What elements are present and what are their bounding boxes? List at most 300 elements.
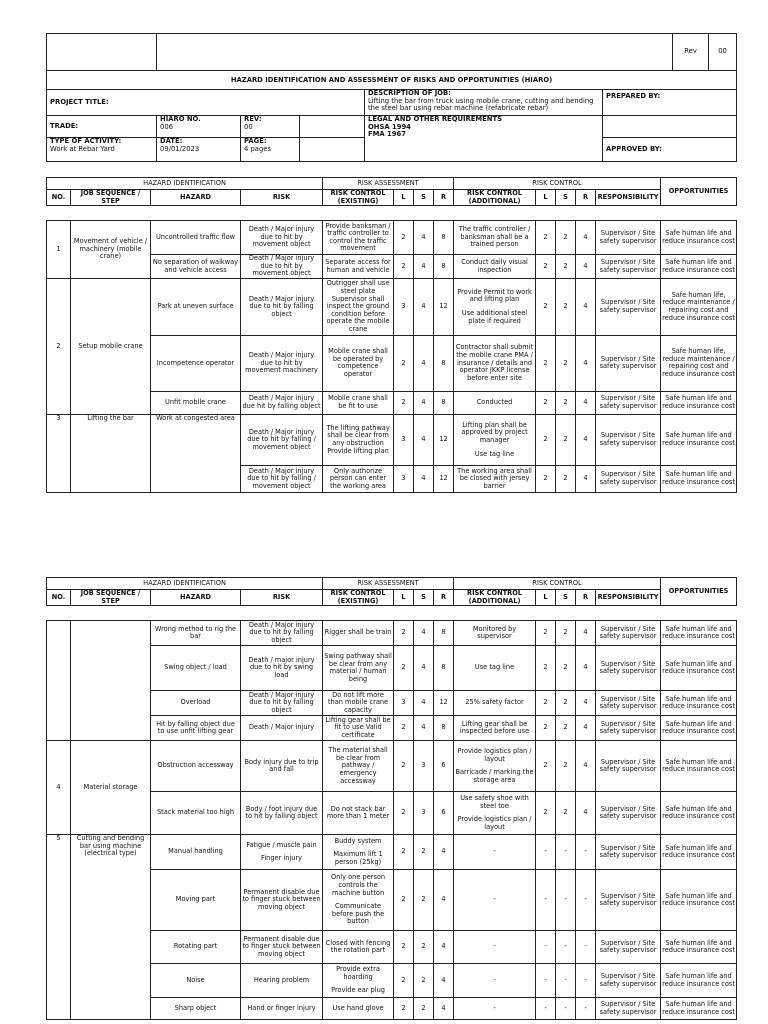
table-row — [47, 278, 737, 335]
table-row — [47, 835, 737, 870]
risk-rating-header: R — [434, 190, 454, 206]
risk-cell: Death / Major injury due to hit by falling object — [241, 621, 323, 646]
no-header: NO. — [47, 190, 71, 206]
opportunity-cell: Safe human life and reduce insurance cost — [661, 835, 737, 870]
existing-control-header: RISK CONTROL (EXISTING) — [323, 590, 394, 606]
additional-control-header: RISK CONTROL (ADDITIONAL) — [454, 190, 536, 206]
severity-cell: 2 — [556, 278, 576, 335]
existing-control-cell: Only one person controls the machine button Communicate before push the button — [323, 870, 394, 931]
severity-cell: 4 — [414, 691, 434, 716]
risk-rating-cell: 6 — [434, 741, 454, 792]
risk-rating-cell: 4 — [576, 465, 596, 492]
additional-control-cell: Lifting plan shall be approved by project manager Use tag line — [454, 414, 536, 465]
risk-rating-cell: 8 — [434, 716, 454, 741]
opportunity-cell: Safe human life and reduce insurance cost — [661, 621, 737, 646]
severity-cell: 2 — [414, 998, 434, 1020]
likelihood-cell: 2 — [536, 278, 556, 335]
opportunities-header: OPPORTUNITIES — [661, 578, 737, 606]
spacer-cell — [434, 606, 454, 621]
existing-control-cell: Only authorize person can enter the working area — [323, 465, 394, 492]
severity-cell: 2 — [556, 792, 576, 835]
severity-cell: 2 — [556, 335, 576, 391]
risk-cell: Hand or finger injury — [241, 998, 323, 1020]
job-sequence-header: JOB SEQUENCE / STEP — [71, 190, 151, 206]
legal-item: FMA 1967 — [368, 130, 406, 139]
table-row — [47, 716, 737, 741]
job-sequence-step: Material storage — [71, 741, 151, 835]
additional-control-header: RISK CONTROL (ADDITIONAL) — [454, 590, 536, 606]
opportunity-cell: Safe human life and reduce insurance cost — [661, 221, 737, 255]
responsibility-cell: Supervisor / Site safety supervisor — [596, 221, 661, 255]
likelihood-cell: 2 — [394, 931, 414, 964]
risk-header: RISK — [241, 590, 323, 606]
severity-cell: 2 — [556, 621, 576, 646]
spacer-cell — [394, 206, 414, 221]
likelihood-cell: 2 — [536, 391, 556, 414]
job-sequence-step — [71, 621, 151, 741]
additional-control-cell: Contractor shall submit the mobile crane PMA / insurance / details and operator JKKP license before enter site — [454, 335, 536, 391]
table-row — [47, 691, 737, 716]
existing-control-cell: Provide extra hoarding Provide ear plug — [323, 964, 394, 998]
table-row — [47, 964, 737, 998]
existing-control-cell: Separate access for human and vehicle — [323, 255, 394, 279]
additional-control-cell: - — [454, 998, 536, 1020]
spacer-cell — [323, 606, 394, 621]
legal-requirements — [365, 116, 603, 162]
risk-rating-cell: 4 — [576, 335, 596, 391]
spacer-cell — [414, 206, 434, 221]
job-sequence-step: Movement of vehicle / machinery (mobile crane) — [71, 221, 151, 279]
hazard-cell: Uncontrolled traffic flow — [151, 221, 241, 255]
spacer-cell — [47, 206, 71, 221]
table-row — [47, 646, 737, 691]
risk-rating-cell: - — [576, 931, 596, 964]
spacer-cell — [536, 206, 556, 221]
risk-rating-cell: 12 — [434, 278, 454, 335]
severity-cell: 2 — [556, 741, 576, 792]
risk-cell: Body / foot injury due to hit by falling object — [241, 792, 323, 835]
risk-rating-cell: - — [576, 998, 596, 1020]
likelihood-cell: 2 — [394, 964, 414, 998]
opportunity-cell: Safe human life and reduce insurance cost — [661, 716, 737, 741]
opportunity-cell: Safe human life and reduce insurance cost — [661, 414, 737, 465]
likelihood-cell: 2 — [536, 414, 556, 465]
risk-cell: Death / Major injury due to hit by falling / movement object — [241, 414, 323, 465]
responsibility-cell: Supervisor / Site safety supervisor — [596, 870, 661, 931]
opportunity-cell: Safe human life and reduce insurance cost — [661, 646, 737, 691]
hazard-cell: Unfit mobile crane — [151, 391, 241, 414]
logo-cell — [47, 34, 157, 71]
table-row — [47, 391, 737, 414]
existing-control-cell: Do not lift more than mobile crane capacity — [323, 691, 394, 716]
risk-rating-cell: 8 — [434, 391, 454, 414]
risk-rating-cell: 12 — [434, 691, 454, 716]
opportunity-cell: Safe human life and reduce insurance cost — [661, 998, 737, 1020]
likelihood-cell: 2 — [536, 716, 556, 741]
table-row — [47, 621, 737, 646]
risk-cell: Death / Major injury due to hit by movement machinery — [241, 335, 323, 391]
severity-cell: 2 — [414, 870, 434, 931]
spacer-cell — [556, 206, 576, 221]
likelihood-cell: 3 — [394, 414, 414, 465]
responsibility-cell: Supervisor / Site safety supervisor — [596, 646, 661, 691]
existing-control-cell: The lifting pathway shall be clear from any obstruction Provide lifting plan — [323, 414, 394, 465]
responsibility-cell: Supervisor / Site safety supervisor — [596, 621, 661, 646]
likelihood-cell: 2 — [394, 335, 414, 391]
hazard-cell: Moving part — [151, 870, 241, 931]
responsibility-cell: Supervisor / Site safety supervisor — [596, 835, 661, 870]
page-value: 4 pages — [244, 144, 272, 153]
date-field — [157, 138, 241, 162]
severity-cell: 4 — [414, 414, 434, 465]
hazard-cell: Obstruction accessway — [151, 741, 241, 792]
additional-control-cell: The working area shall be closed with jersey barrier — [454, 465, 536, 492]
severity-header: S — [414, 590, 434, 606]
spacer-cell — [71, 206, 151, 221]
risk-cell: Permanent disable due to finger stuck between moving object — [241, 870, 323, 931]
hazard-identification-header: HAZARD IDENTIFICATION — [47, 578, 323, 590]
opportunity-cell: Safe human life and reduce insurance cost — [661, 255, 737, 279]
hazard-cell: Manual handling — [151, 835, 241, 870]
additional-control-cell: Monitored by supervisor — [454, 621, 536, 646]
blank-cell — [300, 116, 365, 138]
hazard-cell: Noise — [151, 964, 241, 998]
severity-cell: - — [556, 964, 576, 998]
spacer-cell — [151, 606, 241, 621]
likelihood-cell: - — [536, 998, 556, 1020]
project-title-label: PROJECT TITLE: — [47, 90, 365, 116]
rev2-label: REV: — [244, 115, 262, 123]
table-row — [47, 931, 737, 964]
likelihood-cell: 2 — [536, 792, 556, 835]
existing-control-cell: Buddy system Maximum lift 1 person (25kg) — [323, 835, 394, 870]
spacer-cell — [394, 606, 414, 621]
risk-rating-cell: 12 — [434, 465, 454, 492]
severity-cell: 4 — [414, 335, 434, 391]
severity-cell: 3 — [414, 741, 434, 792]
approved-by-label: APPROVED BY: — [603, 138, 737, 162]
rev-label: Rev — [673, 34, 709, 71]
responsibility-cell: Supervisor / Site safety supervisor — [596, 691, 661, 716]
likelihood-cell: 2 — [394, 792, 414, 835]
risk-rating-cell: 4 — [576, 414, 596, 465]
hiaro-no — [157, 116, 241, 138]
responsibility-cell: Supervisor / Site safety supervisor — [596, 792, 661, 835]
risk-rating-cell: 4 — [434, 931, 454, 964]
existing-control-cell: Closed with fencing the rotation part — [323, 931, 394, 964]
blank-cell — [300, 138, 365, 162]
likelihood-cell: 2 — [536, 465, 556, 492]
risk-control-header: RISK CONTROL — [454, 578, 661, 590]
responsibility-cell: Supervisor / Site safety supervisor — [596, 335, 661, 391]
likelihood-cell: 2 — [394, 646, 414, 691]
opportunities-header: OPPORTUNITIES — [661, 178, 737, 206]
severity-header: S — [556, 190, 576, 206]
activity-value: Work at Rebar Yard — [50, 144, 115, 153]
trade-label: TRADE: — [47, 116, 157, 138]
table-row — [47, 414, 737, 465]
severity-cell: 2 — [556, 465, 576, 492]
hazard-cell: Park at uneven surface — [151, 278, 241, 335]
risk-rating-cell: - — [576, 835, 596, 870]
risk-rating-cell: 12 — [434, 414, 454, 465]
likelihood-cell: 2 — [536, 335, 556, 391]
risk-rating-cell: 4 — [434, 998, 454, 1020]
opportunity-cell: Safe human life and reduce insurance cost — [661, 391, 737, 414]
document-title: HAZARD IDENTIFICATION AND ASSESSMENT OF RISKS AND OPPORTUNITIES (HIARO) — [47, 71, 737, 90]
risk-rating-cell: 4 — [576, 716, 596, 741]
likelihood-cell: - — [536, 835, 556, 870]
opportunity-cell: Safe human life and reduce insurance cost — [661, 691, 737, 716]
likelihood-cell: 2 — [394, 835, 414, 870]
severity-header: S — [414, 190, 434, 206]
job-sequence-header: JOB SEQUENCE / STEP — [71, 590, 151, 606]
risk-rating-cell: - — [576, 964, 596, 998]
hazard-header: HAZARD — [151, 190, 241, 206]
severity-cell: 2 — [556, 646, 576, 691]
table-row — [47, 221, 737, 255]
severity-cell: 4 — [414, 465, 434, 492]
opportunity-cell: Safe human life, reduce maintenance / repairing cost and reduce insurance cost — [661, 278, 737, 335]
risk-table-page-2 — [46, 577, 737, 1020]
step-number: 5 — [47, 835, 71, 1020]
prepared-by-label: PREPARED BY: — [603, 90, 737, 116]
spacer-cell — [434, 206, 454, 221]
risk-rating-cell: - — [576, 870, 596, 931]
date-value: 09/01/2023 — [160, 144, 200, 153]
risk-rating-header: R — [576, 190, 596, 206]
additional-control-cell: Use tag line — [454, 646, 536, 691]
rev-value: 00 — [709, 34, 737, 71]
risk-rating-header: R — [576, 590, 596, 606]
likelihood-cell: 2 — [536, 255, 556, 279]
spacer-cell — [576, 606, 596, 621]
severity-cell: 4 — [414, 716, 434, 741]
rev2-value: 00 — [244, 122, 253, 131]
additional-control-cell: The traffic controller / banksman shall be a trained person — [454, 221, 536, 255]
spacer-cell — [556, 606, 576, 621]
hazard-cell: Stack material too high — [151, 792, 241, 835]
risk-cell: Death / Major injury due to hit by falling object — [241, 278, 323, 335]
likelihood-header: L — [394, 190, 414, 206]
additional-control-cell: Conducted — [454, 391, 536, 414]
likelihood-cell: 3 — [394, 465, 414, 492]
opportunity-cell: Safe human life and reduce insurance cost — [661, 741, 737, 792]
risk-assessment-header: RISK ASSESSMENT — [323, 578, 454, 590]
likelihood-cell: 2 — [536, 221, 556, 255]
risk-rating-cell: 8 — [434, 255, 454, 279]
existing-control-cell: Outrigger shall use steel plate Supervisor shall inspect the ground condition before operate the mobile crane — [323, 278, 394, 335]
responsibility-cell: Supervisor / Site safety supervisor — [596, 465, 661, 492]
spacer-cell — [241, 206, 323, 221]
activity-label: TYPE OF ACTIVITY: — [50, 137, 122, 145]
risk-cell: Death / Major injury due to hit by movement object — [241, 255, 323, 279]
risk-rating-header: R — [434, 590, 454, 606]
existing-control-cell: Swing pathway shall be clear from any material / human being — [323, 646, 394, 691]
existing-control-header: RISK CONTROL (EXISTING) — [323, 190, 394, 206]
risk-assessment-header: RISK ASSESSMENT — [323, 178, 454, 190]
risk-header: RISK — [241, 190, 323, 206]
severity-cell: - — [556, 870, 576, 931]
risk-rating-cell: 4 — [576, 646, 596, 691]
table-row — [47, 741, 737, 792]
hazard-header: HAZARD — [151, 590, 241, 606]
table-row — [47, 792, 737, 835]
document-header — [46, 33, 737, 162]
hazard-cell: Wrong method to rig the bar — [151, 621, 241, 646]
risk-cell: Fatigue / muscle pain Finger injury — [241, 835, 323, 870]
hazard-cell: Hit by falling object due to use unfit lifting gear — [151, 716, 241, 741]
severity-cell: 4 — [414, 646, 434, 691]
risk-rating-cell: 8 — [434, 335, 454, 391]
existing-control-cell: Lifting gear shall be fit to use Valid certificate — [323, 716, 394, 741]
table-row — [47, 335, 737, 391]
rev-field — [241, 116, 300, 138]
additional-control-cell: - — [454, 931, 536, 964]
risk-control-header: RISK CONTROL — [454, 178, 661, 190]
likelihood-cell: 2 — [394, 741, 414, 792]
existing-control-cell: Use hand glove — [323, 998, 394, 1020]
hazard-cell: Swing object / load — [151, 646, 241, 691]
risk-cell: Death / Major injury — [241, 716, 323, 741]
job-sequence-step: Setup mobile crane — [71, 278, 151, 414]
severity-cell: 2 — [414, 931, 434, 964]
additional-control-cell: - — [454, 964, 536, 998]
risk-cell: Death / Major injury due to hit by movement object — [241, 221, 323, 255]
severity-cell: 4 — [414, 255, 434, 279]
severity-cell: 4 — [414, 391, 434, 414]
likelihood-header: L — [536, 590, 556, 606]
severity-cell: - — [556, 931, 576, 964]
likelihood-cell: 2 — [394, 221, 414, 255]
severity-header: S — [556, 590, 576, 606]
risk-rating-cell: 4 — [576, 255, 596, 279]
spacer-cell — [661, 206, 737, 221]
table-row — [47, 870, 737, 931]
severity-cell: 2 — [556, 716, 576, 741]
date-label: DATE: — [160, 137, 183, 145]
responsibility-cell: Supervisor / Site safety supervisor — [596, 716, 661, 741]
legal-item: OHSA 1994 — [368, 122, 411, 131]
likelihood-cell: 2 — [536, 621, 556, 646]
page-field — [241, 138, 300, 162]
risk-rating-cell: 4 — [576, 741, 596, 792]
spacer-cell — [454, 206, 536, 221]
severity-cell: 2 — [414, 964, 434, 998]
opportunity-cell: Safe human life and reduce insurance cost — [661, 465, 737, 492]
severity-cell: 4 — [414, 221, 434, 255]
responsibility-cell: Supervisor / Site safety supervisor — [596, 998, 661, 1020]
spacer-cell — [71, 606, 151, 621]
risk-rating-cell: 6 — [434, 792, 454, 835]
severity-cell: 4 — [414, 278, 434, 335]
spacer-cell — [576, 206, 596, 221]
additional-control-cell: - — [454, 870, 536, 931]
desc-value: Lifting the bar from truck using mobile crane, cutting and bending the steel bar using rebar machine (refabricate rebar) — [368, 96, 594, 113]
step-number: 4 — [47, 741, 71, 835]
spacer-cell — [596, 206, 661, 221]
severity-cell: - — [556, 835, 576, 870]
likelihood-cell: - — [536, 870, 556, 931]
likelihood-cell: 2 — [536, 741, 556, 792]
existing-control-cell: Do not stack bar more than 1 meter — [323, 792, 394, 835]
risk-cell: Death / major injury due to hit by swing load — [241, 646, 323, 691]
opportunity-cell: Safe human life and reduce insurance cost — [661, 931, 737, 964]
prepared-by-space — [603, 116, 737, 138]
spacer-cell — [596, 606, 661, 621]
risk-cell: Permanent disable due to finger stuck between moving object — [241, 931, 323, 964]
severity-cell: 2 — [556, 221, 576, 255]
likelihood-cell: 2 — [394, 870, 414, 931]
hiaro-no-label: HIARO NO. — [160, 115, 201, 123]
existing-control-cell: Mobile crane shall be fit to use — [323, 391, 394, 414]
risk-rating-cell: 4 — [576, 278, 596, 335]
opportunity-cell: Safe human life, reduce maintenance / repairing cost and reduce insurance cost — [661, 335, 737, 391]
risk-rating-cell: 4 — [576, 691, 596, 716]
hiaro-no-value: 006 — [160, 122, 173, 131]
risk-cell: Death / Major injury due to hit by falling object — [241, 691, 323, 716]
additional-control-cell: Lifting gear shall be inspected before use — [454, 716, 536, 741]
responsibility-cell: Supervisor / Site safety supervisor — [596, 931, 661, 964]
hazard-cell: Rotating part — [151, 931, 241, 964]
additional-control-cell: 25% safety factor — [454, 691, 536, 716]
likelihood-header: L — [394, 590, 414, 606]
legal-label: LEGAL AND OTHER REQUIREMENTS — [368, 115, 503, 123]
table-row — [47, 255, 737, 279]
hazard-identification-header: HAZARD IDENTIFICATION — [47, 178, 323, 190]
likelihood-cell: 2 — [394, 621, 414, 646]
likelihood-cell: 2 — [536, 691, 556, 716]
responsibility-cell: Supervisor / Site safety supervisor — [596, 741, 661, 792]
spacer-cell — [47, 606, 71, 621]
risk-rating-cell: 4 — [434, 835, 454, 870]
risk-table-page-1 — [46, 177, 737, 493]
step-number: 1 — [47, 221, 71, 279]
responsibility-cell: Supervisor / Site safety supervisor — [596, 391, 661, 414]
spacer-cell — [661, 606, 737, 621]
job-description — [365, 90, 603, 116]
risk-rating-cell: 4 — [434, 870, 454, 931]
responsibility-cell: Supervisor / Site safety supervisor — [596, 278, 661, 335]
responsibility-cell: Supervisor / Site safety supervisor — [596, 255, 661, 279]
likelihood-cell: 2 — [394, 391, 414, 414]
risk-rating-cell: 4 — [576, 621, 596, 646]
hazard-cell: Overload — [151, 691, 241, 716]
responsibility-cell: Supervisor / Site safety supervisor — [596, 964, 661, 998]
risk-rating-cell: 4 — [434, 964, 454, 998]
severity-cell: 4 — [414, 621, 434, 646]
risk-rating-cell: 8 — [434, 621, 454, 646]
severity-cell: - — [556, 998, 576, 1020]
risk-cell: Death / Major injury due hit by falling object — [241, 391, 323, 414]
opportunity-cell: Safe human life and reduce insurance cost — [661, 792, 737, 835]
additional-control-cell: Provide logistics plan / layout Barricade / marking the storage area — [454, 741, 536, 792]
responsibility-cell: Supervisor / Site safety supervisor — [596, 414, 661, 465]
likelihood-cell: 2 — [394, 716, 414, 741]
risk-rating-cell: 8 — [434, 221, 454, 255]
job-sequence-step: Lifting the bar — [71, 414, 151, 492]
likelihood-cell: - — [536, 931, 556, 964]
risk-cell: Hearing problem — [241, 964, 323, 998]
likelihood-header: L — [536, 190, 556, 206]
step-number — [47, 621, 71, 741]
severity-cell: 2 — [556, 414, 576, 465]
spacer-cell — [151, 206, 241, 221]
existing-control-cell: The material shall be clear from pathway / emergency accessway — [323, 741, 394, 792]
existing-control-cell: Rigger shall be train — [323, 621, 394, 646]
job-sequence-step: Cutting and bending bar using machine (electrical type) — [71, 835, 151, 1020]
likelihood-cell: 3 — [394, 278, 414, 335]
